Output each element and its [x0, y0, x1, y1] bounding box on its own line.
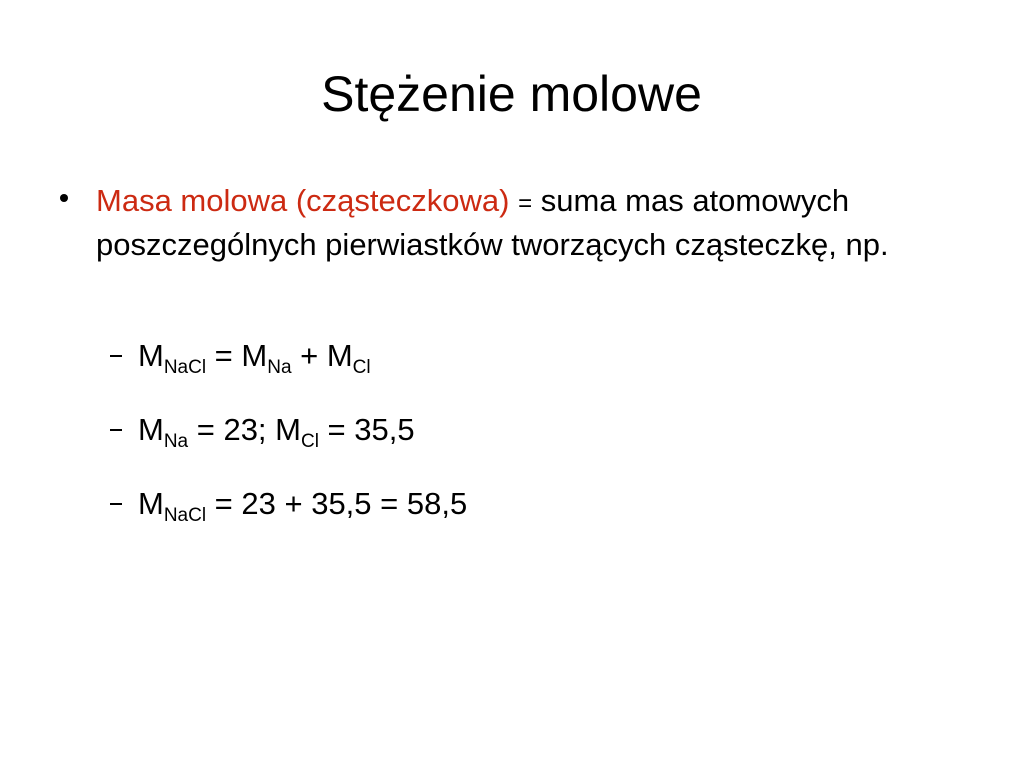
formula-text: = M: [206, 338, 268, 373]
formula-subscript: Na: [267, 357, 292, 378]
formula-text: = 35,5: [318, 412, 415, 447]
definition-text: suma mas atomowych poszczególnych pierwiastków tworzących cząsteczkę, np.: [96, 183, 889, 262]
formula-item: [110, 336, 371, 376]
formula-item: [110, 484, 467, 524]
formula-subscript: NaCl: [163, 357, 207, 378]
formula-subscript: Cl: [352, 357, 371, 378]
formula-text: M: [138, 338, 164, 373]
equals-sign: =: [518, 190, 533, 217]
formula-text: M: [138, 412, 164, 447]
formula-item: [110, 410, 415, 450]
formula-text: M: [138, 486, 164, 521]
slide-title: Stężenie molowe: [321, 66, 702, 122]
formula-text: = 23; M: [188, 412, 301, 447]
defined-term: Masa molowa (cząsteczkowa): [96, 183, 510, 218]
formula-subscript: Cl: [300, 431, 319, 452]
formula-subscript: Na: [163, 431, 189, 452]
formula-subscript: NaCl: [163, 505, 207, 526]
formula-text: + M: [291, 338, 353, 373]
dash-bullet-icon: [110, 429, 122, 431]
bullet-text: [96, 180, 966, 265]
dash-bullet-icon: [110, 355, 122, 357]
bullet-dot-icon: [60, 194, 68, 202]
formula-text: = 23 + 35,5 = 58,5: [206, 486, 468, 521]
dash-bullet-icon: [110, 503, 122, 505]
